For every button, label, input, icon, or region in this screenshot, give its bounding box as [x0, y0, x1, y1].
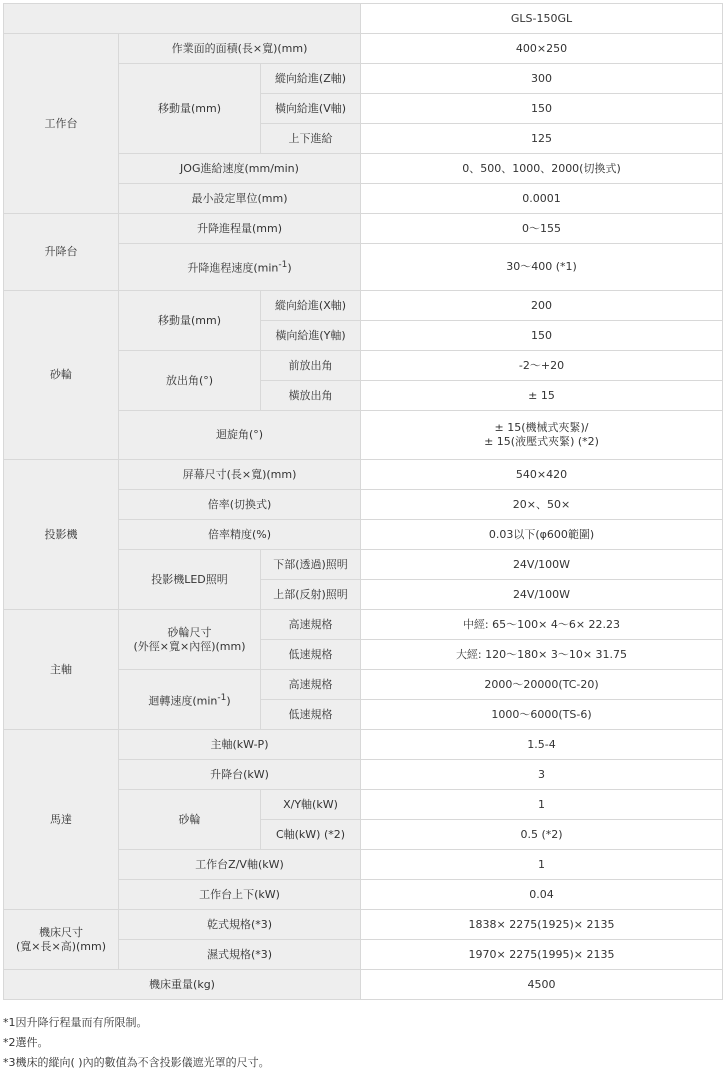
weight-value: 4500: [361, 970, 723, 1000]
spindle-speed-label-text: 迴轉速度(min: [148, 694, 218, 708]
elevator-speed-label: [119, 244, 361, 291]
elevator-speed-sup: -1: [278, 260, 288, 271]
worktable-travel-z-label: 縱向給進(Z軸): [261, 64, 361, 94]
wheel-relief-label: 放出角(°): [119, 351, 261, 411]
worktable-jog-label: JOG進給速度(mm/min): [119, 154, 361, 184]
projector-mag-value: 20×、50×: [361, 490, 723, 520]
projector-group: 投影機: [4, 460, 119, 610]
wheel-travel-y-value: 150: [361, 321, 723, 351]
projector-led-lower-value: 24V/100W: [361, 550, 723, 580]
worktable-jog-value: 0、500、1000、2000(切換式): [361, 154, 723, 184]
worktable-min-value: 0.0001: [361, 184, 723, 214]
spindle-size-low-value: 大經: 120～180× 3～10× 31.75: [361, 640, 723, 670]
worktable-travel-label: 移動量(mm): [119, 64, 261, 154]
wheel-travel-x-value: 200: [361, 291, 723, 321]
spindle-size-label: [119, 610, 261, 670]
spindle-size-low-label: 低速規格: [261, 640, 361, 670]
wheel-relief-side-value: ± 15: [361, 381, 723, 411]
spindle-speed-label: [119, 670, 261, 730]
wheel-swivel-value: [361, 411, 723, 460]
wheel-swivel-label: 迴旋角(°): [119, 411, 361, 460]
projector-acc-value: 0.03以下(φ600範圍): [361, 520, 723, 550]
worktable-group: 工作台: [4, 34, 119, 214]
wheel-relief-front-label: 前放出角: [261, 351, 361, 381]
wheel-travel-y-label: 橫向給進(Y軸): [261, 321, 361, 351]
wheel-travel-label: 移動量(mm): [119, 291, 261, 351]
projector-led-upper-label: 上部(反射)照明: [261, 580, 361, 610]
motor-zv-label: 工作台Z/V軸(kW): [119, 850, 361, 880]
motor-ud-label: 工作台上下(kW): [119, 880, 361, 910]
worktable-travel-z-value: 300: [361, 64, 723, 94]
footnotes: [3, 1013, 722, 1073]
projector-acc-label: 倍率精度(%): [119, 520, 361, 550]
projector-led-upper-value: 24V/100W: [361, 580, 723, 610]
projector-screen-label: 屏幕尺寸(長×寬)(mm): [119, 460, 361, 490]
elevator-travel-label: 升降進程量(mm): [119, 214, 361, 244]
wheel-relief-front-value: -2～+20: [361, 351, 723, 381]
bed-size-group-line1: 機床尺寸: [39, 925, 83, 939]
bed-size-group: [4, 910, 119, 970]
spindle-size-label-line1: 砂輪尺寸: [167, 625, 212, 639]
projector-led-lower-label: 下部(透過)照明: [261, 550, 361, 580]
spindle-speed-high-value: 2000～20000(TC-20): [361, 670, 723, 700]
bed-size-group-line2: (寬×長×高)(mm): [15, 939, 107, 953]
motor-main-label: 主軸(kW-P): [119, 730, 361, 760]
spindle-speed-label-end: ): [226, 694, 231, 708]
spindle-size-label-line2: (外徑×寬×內徑)(mm): [133, 639, 246, 653]
motor-wheel-c-label: C軸(kW) (*2): [261, 820, 361, 850]
motor-wheel-xy-label: X/Y軸(kW): [261, 790, 361, 820]
spec-table: [3, 3, 723, 1000]
wheel-relief-side-label: 橫放出角: [261, 381, 361, 411]
footnote-3: *3機床的縱向( )內的數值為不含投影儀遮光罩的尺寸。: [3, 1056, 270, 1069]
spindle-group: 主軸: [4, 610, 119, 730]
elevator-group: 升降台: [4, 214, 119, 291]
spindle-speed-low-label: 低速規格: [261, 700, 361, 730]
wheel-group: 砂輪: [4, 291, 119, 460]
header-blank-cell: [4, 4, 361, 34]
elevator-speed-value: 30～400 (*1): [361, 244, 723, 291]
footnote-2: *2選件。: [3, 1036, 49, 1049]
elevator-speed-label-text: 升降進程速度(min: [187, 261, 279, 275]
motor-wheel-label: 砂輪: [119, 790, 261, 850]
projector-mag-label: 倍率(切換式): [119, 490, 361, 520]
worktable-min-label: 最小設定單位(mm): [119, 184, 361, 214]
projector-screen-value: 540×420: [361, 460, 723, 490]
elevator-speed-label-end: ): [287, 261, 292, 275]
elevator-travel-value: 0～155: [361, 214, 723, 244]
motor-elev-value: 3: [361, 760, 723, 790]
motor-ud-value: 0.04: [361, 880, 723, 910]
worktable-area-label: 作業面的面積(長×寬)(mm): [119, 34, 361, 64]
worktable-travel-v-value: 150: [361, 94, 723, 124]
spindle-size-high-value: 中經: 65～100× 4～6× 22.23: [361, 610, 723, 640]
wheel-swivel-value-line2: ± 15(液壓式夾緊) (*2): [484, 435, 599, 448]
motor-group: 馬達: [4, 730, 119, 910]
projector-led-label: 投影機LED照明: [119, 550, 261, 610]
model-name: GLS-150GL: [361, 4, 723, 34]
bed-dry-value: 1838× 2275(1925)× 2135: [361, 910, 723, 940]
footnote-1: *1因升降行程量而有所限制。: [3, 1016, 148, 1029]
worktable-travel-ud-value: 125: [361, 124, 723, 154]
weight-label: 機床重量(kg): [4, 970, 361, 1000]
motor-wheel-xy-value: 1: [361, 790, 723, 820]
motor-elev-label: 升降台(kW): [119, 760, 361, 790]
motor-zv-value: 1: [361, 850, 723, 880]
bed-wet-value: 1970× 2275(1995)× 2135: [361, 940, 723, 970]
motor-main-value: 1.5-4: [361, 730, 723, 760]
worktable-travel-v-label: 橫向給進(V軸): [261, 94, 361, 124]
spindle-speed-low-value: 1000～6000(TS-6): [361, 700, 723, 730]
spindle-size-high-label: 高速規格: [261, 610, 361, 640]
bed-wet-label: 濕式規格(*3): [119, 940, 361, 970]
wheel-travel-x-label: 縱向給進(X軸): [261, 291, 361, 321]
wheel-swivel-value-line1: ± 15(機械式夾緊)/: [494, 421, 589, 434]
worktable-travel-ud-label: 上下進給: [261, 124, 361, 154]
motor-wheel-c-value: 0.5 (*2): [361, 820, 723, 850]
spindle-speed-sup: -1: [217, 692, 227, 703]
worktable-area-value: 400×250: [361, 34, 723, 64]
bed-dry-label: 乾式規格(*3): [119, 910, 361, 940]
spindle-speed-high-label: 高速規格: [261, 670, 361, 700]
